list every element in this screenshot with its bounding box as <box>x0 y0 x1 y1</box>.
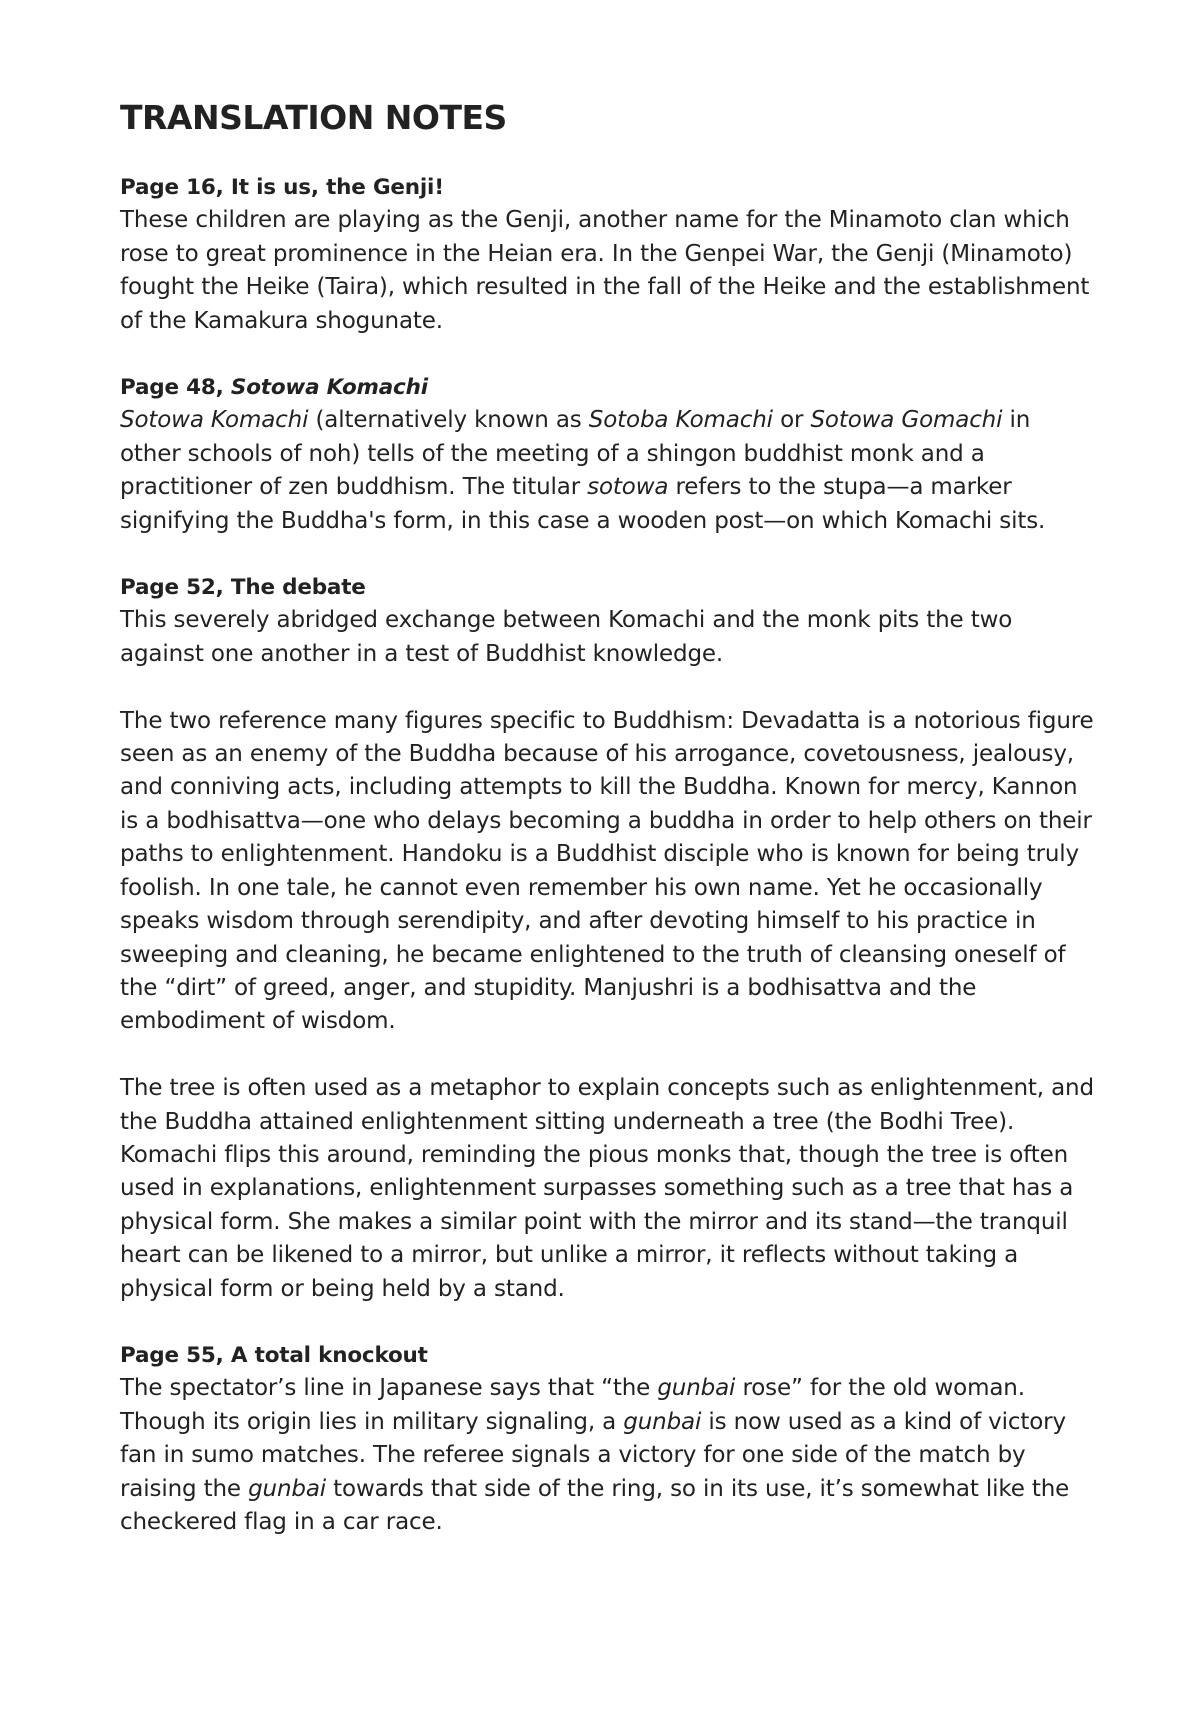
text-segment: This severely abridged exchange between Komachi and the monk pits the two against one another in a test of Buddhist knowledge. <box>120 607 1013 667</box>
text-segment: is now used as a kind of victory fan in sumo matches. The referee signals a victory for one side of the match by raising the <box>120 1408 1066 1502</box>
text-segment: (alternatively known as <box>308 407 589 434</box>
translation-note <box>120 171 1095 338</box>
text-segment: These children are playing as the Genji, another name for the Minamoto clan which rose to great prominence in the Heian era. In the Genpei War, the Genji (Minamoto) fought the Heike (Taira), which resulted in the fall of the Heike and the establishment of the Kamakura shogunate. <box>120 207 1090 334</box>
italic-term: Sotowa Gomachi <box>810 407 1003 434</box>
note-heading <box>120 171 1095 204</box>
text-segment: towards that side of the ring, so in its use, it’s somewhat like the checkered flag in a car race. <box>120 1475 1070 1535</box>
translation-note <box>120 571 1095 1306</box>
page-title: TRANSLATION NOTES <box>120 98 507 137</box>
text-segment: Page 55, A total knockout <box>120 1342 428 1368</box>
text-segment: The two reference many figures specific to Buddhism: Devadatta is a notorious figure seen as an enemy of the Buddha because of his arrogance, covetousness, jealousy, and conniving acts, including attempts to kill the Buddha. Known for mercy, Kannon is a bodhisattva—one who delays becoming a buddha in order to help others on their paths to enlightenment. Handoku is a Buddhist disciple who is known for being truly foolish. In one tale, he cannot even remember his own name. Yet he occasionally speaks wisdom through serendipity, and after devoting himself to his practice in sweeping and cleaning, he became enlightened to the truth of cleansing oneself of the “dirt” of greed, anger, and stupidity. Manjushri is a bodhisattva and the embodiment of wisdom. <box>120 707 1094 1035</box>
translation-notes-page <box>120 86 1095 1572</box>
italic-term: gunbai <box>248 1475 327 1502</box>
text-segment: Page 52, The debate <box>120 575 366 601</box>
note-paragraph <box>120 404 1095 538</box>
text-segment: Page 48, <box>120 375 231 401</box>
notes-list <box>120 171 1095 1539</box>
text-segment: or <box>772 407 811 434</box>
text-segment: Page 16, It is us, the Genji! <box>120 175 444 200</box>
text-segment: rose” for the old woman. Though its origin lies in military signaling, a <box>120 1375 1025 1435</box>
translation-note <box>120 1339 1095 1539</box>
italic-term: sotowa <box>587 474 669 501</box>
note-paragraph <box>120 1072 1095 1306</box>
italic-term: gunbai <box>623 1408 702 1435</box>
italic-term: Sotowa Komachi <box>120 407 309 434</box>
note-paragraph <box>120 204 1095 338</box>
text-segment: refers to the stupa—a marker signifying the Buddha's form, in this case a wooden post—on which Komachi sits. <box>120 474 1046 534</box>
note-paragraph <box>120 1372 1095 1539</box>
note-heading <box>120 571 1095 604</box>
italic-term: Sotoba Komachi <box>588 407 773 434</box>
note-heading <box>120 371 1095 404</box>
translation-note <box>120 371 1095 538</box>
note-paragraph <box>120 604 1095 671</box>
text-segment: The tree is often used as a metaphor to explain concepts such as enlightenment, and the Buddha attained enlightenment sitting underneath a tree (the Bodhi Tree). Komachi flips this around, reminding the pious monks that, though the tree is often used in explanations, enlightenment surpasses something such as a tree that has a physical form. She makes a similar point with the mirror and its stand—the tranquil heart can be likened to a mirror, but unlike a mirror, it reflects without taking a physical form or being held by a stand. <box>120 1075 1094 1302</box>
text-segment: The spectator’s line in Japanese says that “the <box>120 1375 658 1402</box>
italic-term: gunbai <box>657 1375 736 1402</box>
italic-term: Sotowa Komachi <box>230 375 428 401</box>
text-segment: in other schools of noh) tells of the meeting of a shingon buddhist monk and a practitioner of zen buddhism. The titular <box>120 407 1031 501</box>
note-paragraph <box>120 705 1095 1039</box>
note-heading <box>120 1339 1095 1372</box>
